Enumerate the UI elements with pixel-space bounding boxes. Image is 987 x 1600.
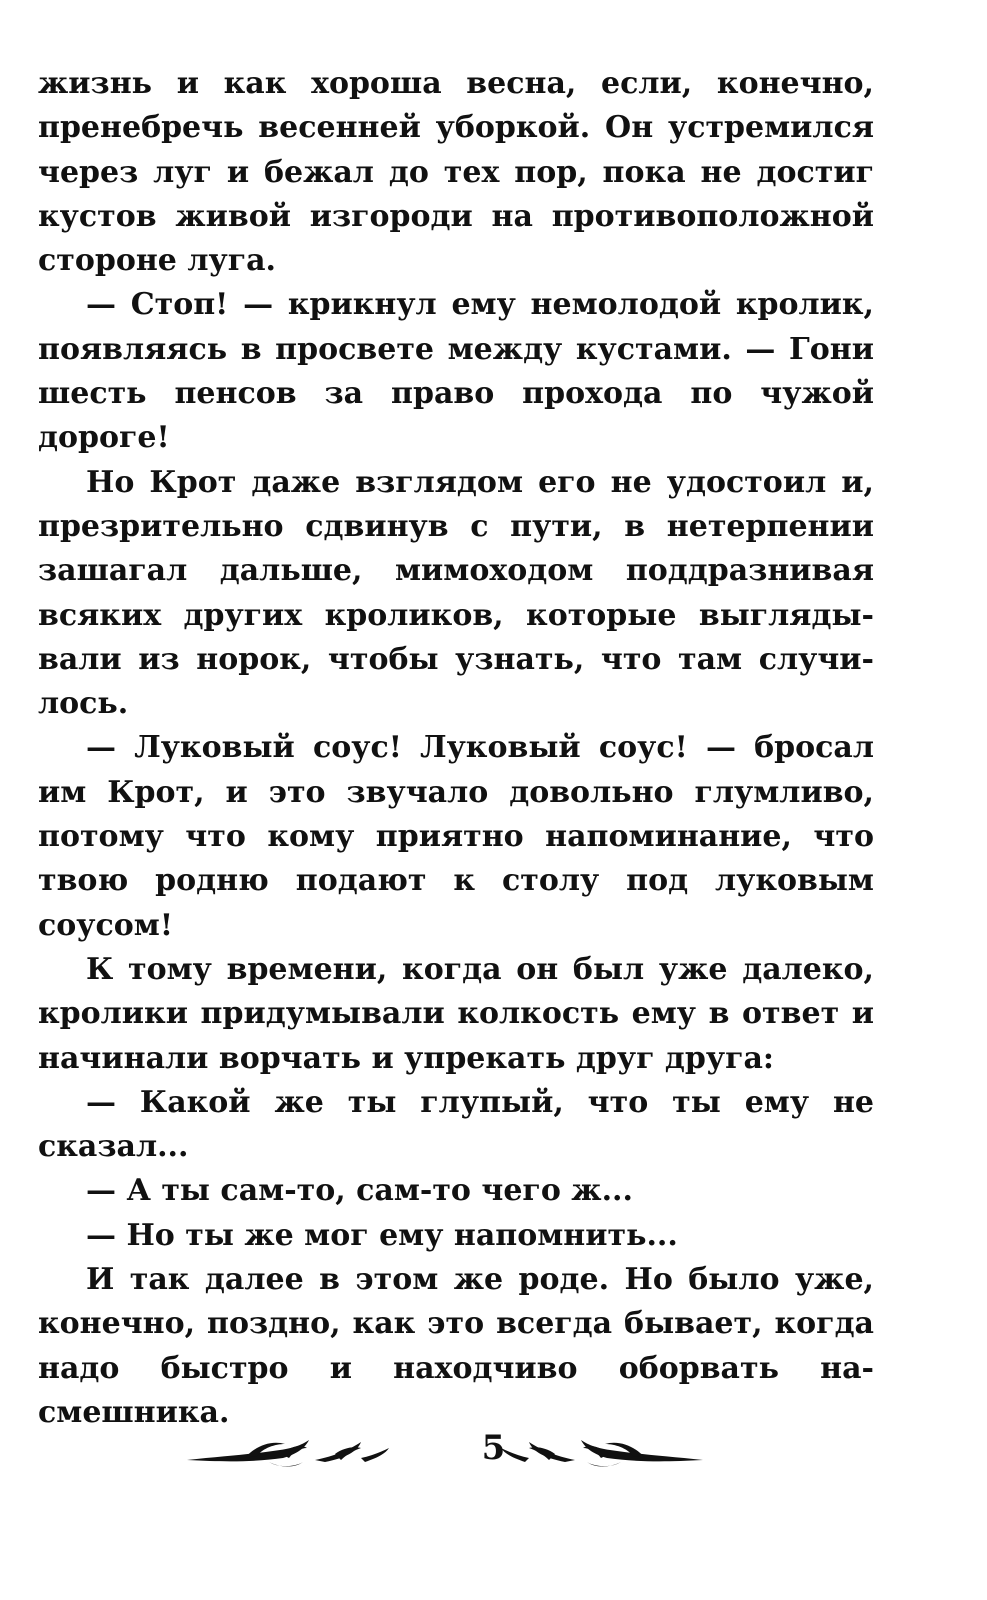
page-number: 5 <box>481 1428 506 1468</box>
paragraph-9: И так далее в этом же роде. Но было уже, конечно, поздно, как это всегда бывает, когда надо быстро и находчиво оборвать насмешника. <box>38 1262 874 1430</box>
paragraph-4: — Луковый соус! Луковый соус! — бросал им Крот, и это звучало довольно глумливо, потому что кому приятно напоминание, что твою родню подают к столу под луковым соусом! <box>38 730 874 943</box>
paragraph-6: — Какой же ты глупый, что ты ему не сказал... <box>38 1084 874 1165</box>
page-footer <box>0 1420 987 1480</box>
paragraph-5: К тому времени, когда он был уже далеко, кролики придумывали колкость ему в ответ и начинали ворчать и упрекать друг друга: <box>38 951 874 1076</box>
paragraph-1: жизнь и как хороша весна, если, конечно, пренебречь весенней уборкой. Он устремился через луг и бежал до тех пор, пока не достиг кустов живой изгороди на противоположной стороне луга. <box>38 66 874 279</box>
paragraph-8: — Но ты же мог ему напомнить... <box>86 1217 678 1253</box>
paragraph-2: — Стоп! — крикнул ему немолодой кролик, появляясь в просвете между кустами. — Гони шесть пенсов за право прохода по чужой дороге! <box>38 287 874 456</box>
paragraph-3: Но Крот даже взглядом его не удостоил и, презрительно сдвинув с пути, в нетерпении зашагал дальше, мимоходом поддразнивая всяких других кроликов, которые выглядывали из норок, чтобы узнать, что там случилось. <box>38 464 874 722</box>
flourish-right-icon <box>485 1432 705 1472</box>
paragraph-7: — А ты сам-то, сам-то чего ж... <box>86 1173 633 1209</box>
body-text <box>38 62 874 1435</box>
